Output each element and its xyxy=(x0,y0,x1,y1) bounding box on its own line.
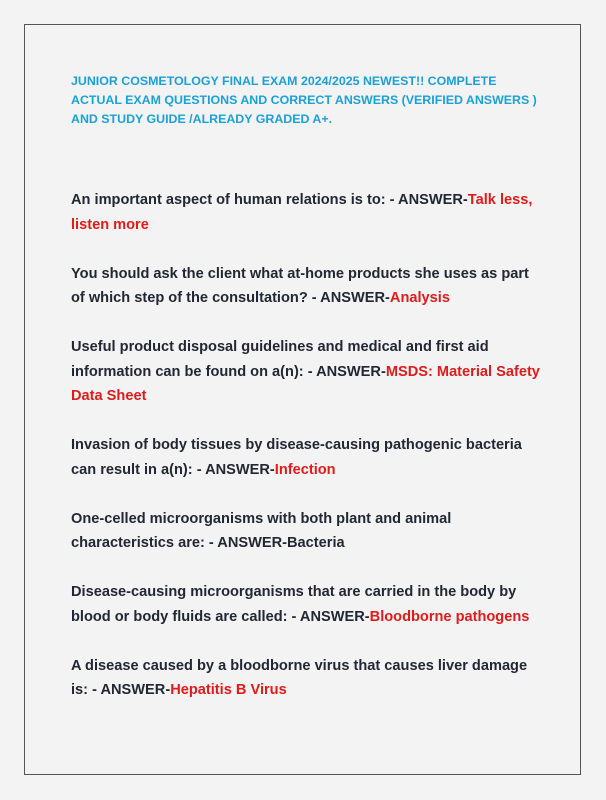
qa-item xyxy=(71,433,546,482)
answer-text: Bloodborne pathogens xyxy=(369,608,530,625)
question-text: An important aspect of human relations is to: xyxy=(71,192,386,208)
answer-text: Analysis xyxy=(389,290,450,306)
qa-item xyxy=(71,507,546,556)
answer-prefix: - ANSWER- xyxy=(385,192,468,208)
question-text: You should ask the client what at-home products she uses as part of which step of the consultation? xyxy=(71,265,529,306)
answer-prefix: - ANSWER- xyxy=(303,363,386,380)
answer-text: Hepatitis B Virus xyxy=(170,682,287,698)
answer-text: Talk less, listen more xyxy=(71,192,533,233)
question-text: Disease-causing microorganisms that are carried in the body by blood or body fluids are called: xyxy=(71,584,517,625)
qa-item xyxy=(71,335,546,409)
answer-text: MSDS: Material Safety Data Sheet xyxy=(71,363,540,404)
answer-text: Infection xyxy=(274,461,336,478)
question-text: A disease caused by a bloodborne virus that causes liver damage is: xyxy=(71,657,528,698)
question-text: Useful product disposal guidelines and medical and first aid information can be found on a(n): xyxy=(71,339,489,380)
qa-item xyxy=(71,580,546,629)
answer-text: Bacteria xyxy=(287,535,345,551)
qa-item xyxy=(71,188,546,237)
answer-prefix: - ANSWER- xyxy=(204,535,288,551)
answer-prefix: - ANSWER- xyxy=(287,608,370,625)
document-title: JUNIOR COSMETOLOGY FINAL EXAM 2024/2025 NEWEST!! COMPLETE ACTUAL EXAM QUESTIONS AND CORRECT ANSWERS (VERIFIED ANSWERS ) AND STUDY GUIDE /ALREADY GRADED A+. xyxy=(71,74,537,126)
qa-list xyxy=(71,188,546,727)
question-text: One-celled microorganisms with both plant and animal characteristics are: xyxy=(71,510,452,551)
answer-prefix: - ANSWER- xyxy=(88,682,171,698)
answer-prefix: - ANSWER- xyxy=(192,461,275,478)
qa-item xyxy=(71,654,546,703)
answer-prefix: - ANSWER- xyxy=(307,290,390,306)
qa-item xyxy=(71,262,546,311)
question-text: Invasion of body tissues by disease-causing pathogenic bacteria can result in a(n): xyxy=(71,437,522,478)
